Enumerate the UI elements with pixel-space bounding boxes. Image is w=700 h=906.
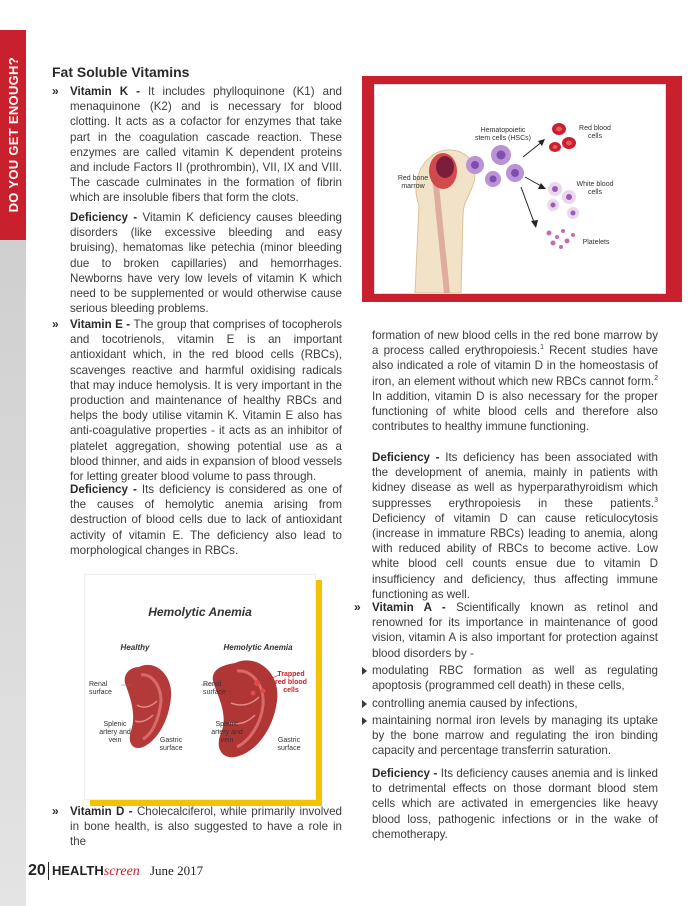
vitamin-d-cont-c: In addition, vitamin D is also necessary for the proper functioning of white blood cells and therefore also contributes to healthy immune functioning. (372, 389, 658, 434)
marrow-label: Red bone marrow (397, 175, 429, 190)
vitamin-d-deficiency (372, 450, 658, 602)
bullet-item: modulating RBC formation as well as regulating apoptosis (programmed cell death) in these cells, (372, 664, 658, 693)
bullet-arrow (362, 717, 367, 725)
trapped-cells-label: Trapped red blood cells (275, 671, 307, 694)
brand-bold: HEALTH (52, 863, 104, 878)
vitamin-d-cont-a: formation of new blood cells in the red bone marrow by a process called erythropoiesis. (372, 329, 658, 358)
vitamin-d-continued (372, 328, 658, 434)
sidebar-rule (0, 240, 26, 906)
vitamin-k-deficiency (70, 210, 342, 316)
vitamin-d-deficiency-a: Its deficiency has been associated with the development of anemia, mainly in patients with kidney disease as well as hyperparathyroidism which suppresses erythropoiesis in these patients. (372, 451, 658, 510)
vitamin-k-text: It includes phylloquinone (K1) and menaquinone (K2) and is necessary for blood clotting. It acts as a cofactor for enzymes that take part in the coagulation cascade reaction. These enzymes are called vitamin K dependent proteins and include Factors II (prothrombin), VII, IX and VIII. The cascade culminates in the formation of fibrin which are insoluble fibers that form the clots. (70, 85, 343, 205)
vitamin-k-paragraph (70, 84, 342, 206)
vitamin-a-deficiency-label: Deficiency - (372, 767, 441, 780)
gastric-label-left: Gastric surface (159, 737, 183, 752)
section-heading: Fat Soluble Vitamins (52, 64, 190, 80)
gastric-label-right: Gastric surface (277, 737, 301, 752)
ref-2: 2 (654, 374, 658, 382)
raquo-marker: » (354, 600, 361, 614)
hsc-label: Hematopoietic stem cells (HSCs) (474, 127, 531, 142)
renal-label-left: Renal surface (89, 681, 112, 696)
magazine-brand (52, 863, 140, 880)
anemia-col-hemolytic: Hemolytic Anemia (223, 643, 293, 652)
sidebar-tab-label: DO YOU GET ENOUGH? (5, 57, 21, 213)
sidebar-tab-label-wrap (0, 30, 26, 240)
vitamin-a-paragraph (372, 600, 658, 661)
ref-3: 3 (654, 496, 658, 504)
anemia-col-healthy: Healthy (120, 643, 150, 652)
vitamin-e-deficiency (70, 482, 342, 558)
page-number: 20 (28, 862, 46, 879)
bullet-item: maintaining normal iron levels by managing its uptake by the bone marrow and regulating the iron binding capacity and percentage transferrin saturation. (372, 714, 658, 758)
vitamin-k-title: Vitamin K - (70, 85, 149, 98)
vitamin-d-paragraph (70, 804, 342, 850)
vitamin-d-deficiency-label: Deficiency - (372, 451, 446, 464)
vitamin-e-deficiency-text: Its deficiency is considered as one of the causes of hemolytic anemia arising from destruction of blood cells due to lack of antioxidant activity of vitamin E. The deficiency also lead to morphological changes in RBCs. (70, 483, 342, 557)
anemia-figure (84, 574, 316, 800)
vitamin-e-deficiency-label: Deficiency - (70, 483, 142, 496)
ref-1: 1 (540, 344, 545, 352)
anemia-figure-title: Hemolytic Anemia (148, 605, 252, 619)
vitamin-d-title: Vitamin D - (70, 805, 137, 818)
vitamin-a-title: Vitamin A - (372, 601, 457, 614)
bullet-arrow (362, 667, 367, 675)
vitamin-a-deficiency (372, 766, 658, 842)
rbc-label: Red blood cells (579, 125, 611, 140)
vitamin-a-text: Scientifically known as retinol and renowned for its importance in maintenance of good vision, vitamin A is also important for protection against blood disorders by - (372, 601, 658, 660)
vitamin-k-deficiency-label: Deficiency - (70, 211, 143, 224)
issue-date: June 2017 (150, 863, 204, 878)
vitamin-a-deficiency-text: Its deficiency causes anemia and is linked to detrimental effects on those dormant blood stem cells which are activated in emergencies like heavy blood loss, pathogenic infections or in the wake of chemotherapy. (372, 767, 658, 841)
vitamin-d-cont-b: Recent studies have also indicated a role of vitamin D in the homeostasis of iron, an element without which new RBCs cannot form. (372, 344, 658, 388)
vitamin-e-paragraph (70, 317, 342, 484)
platelets-label: Platelets (582, 239, 610, 246)
raquo-marker: » (52, 317, 59, 331)
marrow-figure (374, 84, 666, 294)
renal-label-right: Renal surface (203, 681, 226, 696)
brand-italic: screen (103, 864, 140, 879)
vitamin-k-deficiency-text: Vitamin K deficiency causes bleeding disorders (like excessive bleeding and easy bruising), hematomas like petechia (minor bleeding due to broken capillaries) and hemorrhages. Newborns have very low levels of vitamin K which need to be supplemented or would otherwise cause serious bleeding problems. (70, 211, 342, 316)
bullet-item: controlling anemia caused by infections, (372, 697, 578, 710)
footer-divider (48, 862, 49, 880)
raquo-marker: » (52, 84, 59, 98)
vitamin-e-text: The group that comprises of tocopherols and tocotrienols, vitamin E is an important antioxidant which, in the red blood cells (RBCs), scavenges reactive and harmful oxidising radicals that may induce hemolysis. It is very important in the production and maintenance of healthy RBCs and helps the body utilise vitamin K. Vitamin E also has anti-coagulative properties - it acts as an inhibitor of platelet aggregation, showing potential use as a blood thinner, and aids in expansion of blood vessels for letting greater blood volume to pass through. (70, 318, 342, 484)
vitamin-d-text: Cholecalciferol, while primarily involved in bone health, is also suggested to have a role in the (70, 805, 342, 849)
splenic-label-left: Splenic artery and vein (99, 721, 131, 744)
splenic-label-right: Splenic artery and vein (211, 721, 243, 744)
bullet-arrow (362, 700, 367, 708)
raquo-marker: » (52, 804, 59, 818)
vitamin-e-title: Vitamin E - (70, 318, 134, 331)
wbc-label: White blood cells (576, 181, 614, 196)
vitamin-d-deficiency-b: Deficiency of vitamin D can cause reticulocytosis (increase in immature RBCs) leading to anemia, along with reduced ability of RBCs to become active. Low white blood cell counts ensue due to vitamin D insufficiency and deficiency, thus affecting immune functioning as well. (372, 511, 658, 601)
